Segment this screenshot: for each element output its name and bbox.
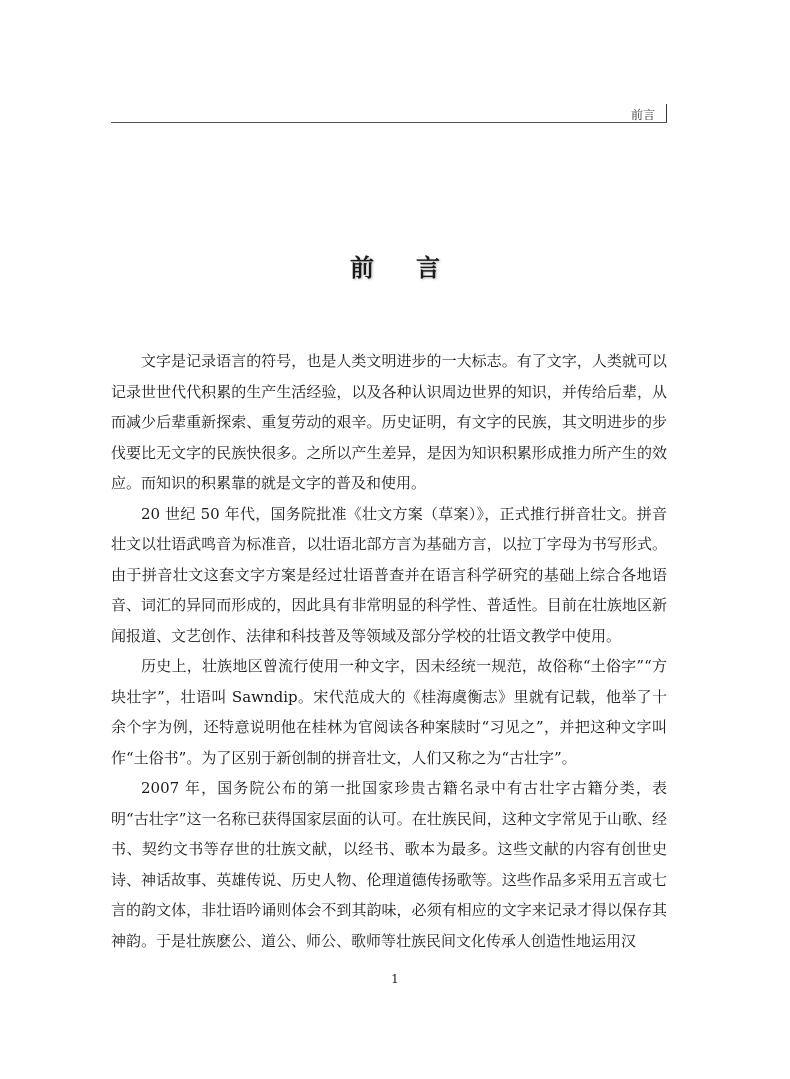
page-title: 前言 — [350, 254, 482, 282]
page-number: 1 — [391, 972, 399, 986]
paragraph-2: 20 世纪 50 年代，国务院批准《壮文方案（草案）》，正式推行拼音壮文。拼音壮文以壮语武鸣音为标准音，以壮语北部方言为基础方言，以拉丁字母为书写形式。由于拼音壮文这套文字方案是经过壮语普查并在语言科学研究的基础上综合各地语音、词汇的异同而形成的，因此具有非常明显的科学性、普适性。目前在壮族地区新闻报道、文艺创作、法律和科技普及等领域及部分学校的壮语文教学中使用。 — [111, 504, 667, 645]
paragraph-3: 历史上，壮族地区曾流行使用一种文字，因未经统一规范，故俗称“土俗字”“方块壮字”，壮语叫 Sawndip。宋代范成大的《桂海虞衡志》里就有记载，他举了十余个字为例，还特意说明他在桂林为官阅读各种案牍时“习见之”，并把这种文字叫作“土俗书”。为了区别于新创制的拼音壮文，人们又称之为“古壮字”。 — [111, 657, 667, 767]
body-text — [111, 346, 667, 956]
running-header — [111, 104, 667, 123]
paragraph-1: 文字是记录语言的符号，也是人类文明进步的一大标志。有了文字，人类就可以记录世世代代积累的生产生活经验，以及各种认识周边世界的知识，并传给后辈，从而减少后辈重新探索、重复劳动的艰辛。历史证明，有文字的民族，其文明进步的步伐要比无文字的民族快很多。之所以产生差异，是因为知识积累形成推力所产生的效应。而知识的积累靠的就是文字的普及和使用。 — [111, 352, 667, 492]
paragraph-4: 2007 年，国务院公布的第一批国家珍贵古籍名录中有古壮字古籍分类，表明“古壮字”这一名称已获得国家层面的认可。在壮族民间，这种文字常见于山歌、经书、契约文书等存世的壮族文献，以经书、歌本为最多。这些文献的内容有创世史诗、神话故事、英雄传说、历史人物、伦理道德传扬歌等。这些作品多采用五言或七言的韵文体，非壮语吟诵则体会不到其韵味，必须有相应的文字来记录才得以保存其神韵。于是壮族麽公、道公、师公、歌师等壮族民间文化传承人创造性地运用汉 — [111, 779, 667, 950]
running-header-title: 前言 — [630, 108, 655, 122]
running-header-bar — [666, 104, 667, 122]
